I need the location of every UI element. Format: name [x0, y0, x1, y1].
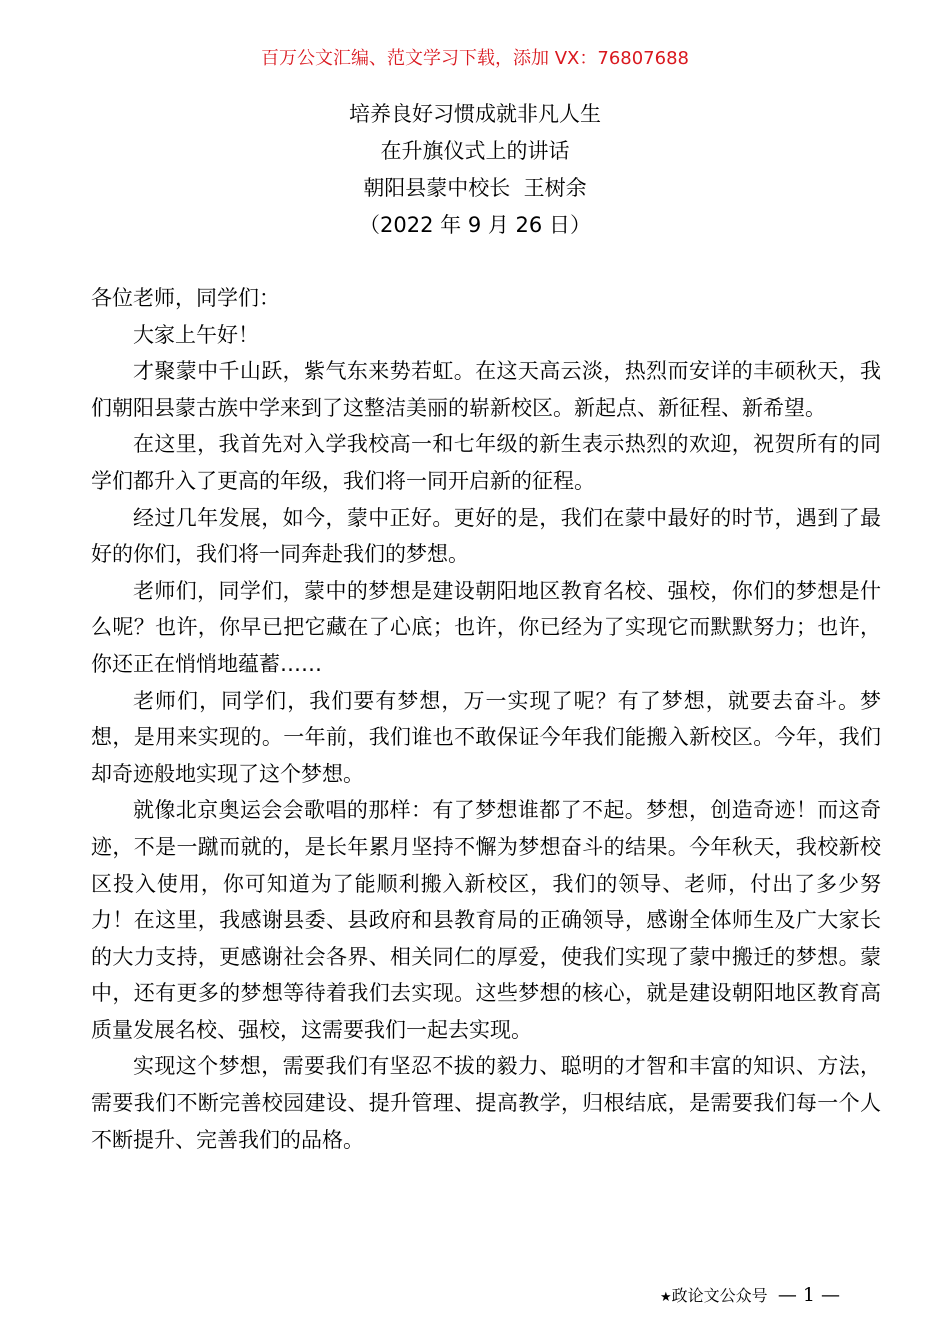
- title-block: [0, 96, 950, 244]
- speech-body: [91, 280, 881, 1158]
- document-subtitle: 在升旗仪式上的讲话: [380, 139, 570, 163]
- speaker-line: 朝阳县蒙中校长 王树余: [363, 176, 587, 200]
- document-title: 培养良好习惯成就非凡人生: [349, 102, 601, 126]
- paragraph: 经过几年发展，如今，蒙中正好。更好的是，我们在蒙中最好的时节，遇到了最好的你们，我们将一同奔赴我们的梦想。: [91, 505, 881, 567]
- paragraph: 老师们，同学们，我们要有梦想，万一实现了呢？有了梦想，就要去奋斗。梦想，是用来实现的。一年前，我们谁也不敢保证今年我们能搬入新校区。今年，我们却奇迹般地实现了这个梦想。: [91, 688, 881, 786]
- paragraph: 在这里，我首先对入学我校高一和七年级的新生表示热烈的欢迎，祝贺所有的同学们都升入了更高的年级，我们将一同开启新的征程。: [91, 432, 881, 493]
- paragraph: 就像北京奥运会会歌唱的那样：有了梦想谁都了不起。梦想，创造奇迹！而这奇迹，不是一蹴而就的，是长年累月坚持不懈为梦想奋斗的结果。今年秋天，我校新校区投入使用，你可知道为了能顺利搬入新校区，我们的领导、老师，付出了多少努力！在这里，我感谢县委、县政府和县教育局的正确领导，感谢全体师生及广大家长的大力支持，更感谢社会各界、相关同仁的厚爱，使我们实现了蒙中搬迁的梦想。蒙中，还有更多的梦想等待着我们去实现。这些梦想的核心，就是建设朝阳地区教育高质量发展名校、强校，这需要我们一起去实现。: [91, 798, 881, 1042]
- footer-source: 政论文公众号: [671, 1286, 768, 1305]
- paragraph: 才聚蒙中千山跃，紫气东来势若虹。在这天高云淡，热烈而安详的丰硕秋天，我们朝阳县蒙古族中学来到了这整洁美丽的崭新校区。新起点、新征程、新希望。: [91, 359, 881, 420]
- star-icon: ★: [659, 1290, 672, 1305]
- page-footer: [660, 1283, 840, 1310]
- header-note: 百万公文汇编、范文学习下载，添加 VX：76807688: [261, 48, 689, 69]
- paragraph: 大家上午好！: [133, 322, 259, 347]
- salutation: 各位老师，同学们：: [91, 286, 280, 310]
- page-number: — 1 —: [777, 1284, 840, 1306]
- paragraph: 实现这个梦想，需要我们有坚忍不拔的毅力、聪明的才智和丰富的知识、方法，需要我们不断完善校园建设、提升管理、提高教学，归根结底，是需要我们每一个人不断提升、完善我们的品格。: [91, 1054, 881, 1152]
- date-line: （2022 年 9 月 26 日）: [359, 213, 591, 237]
- paragraph: 老师们，同学们，蒙中的梦想是建设朝阳地区教育名校、强校，你们的梦想是什么呢？也许，你早已把它藏在了心底；也许，你已经为了实现它而默默努力；也许，你还正在悄悄地蕴蓄……: [91, 578, 881, 676]
